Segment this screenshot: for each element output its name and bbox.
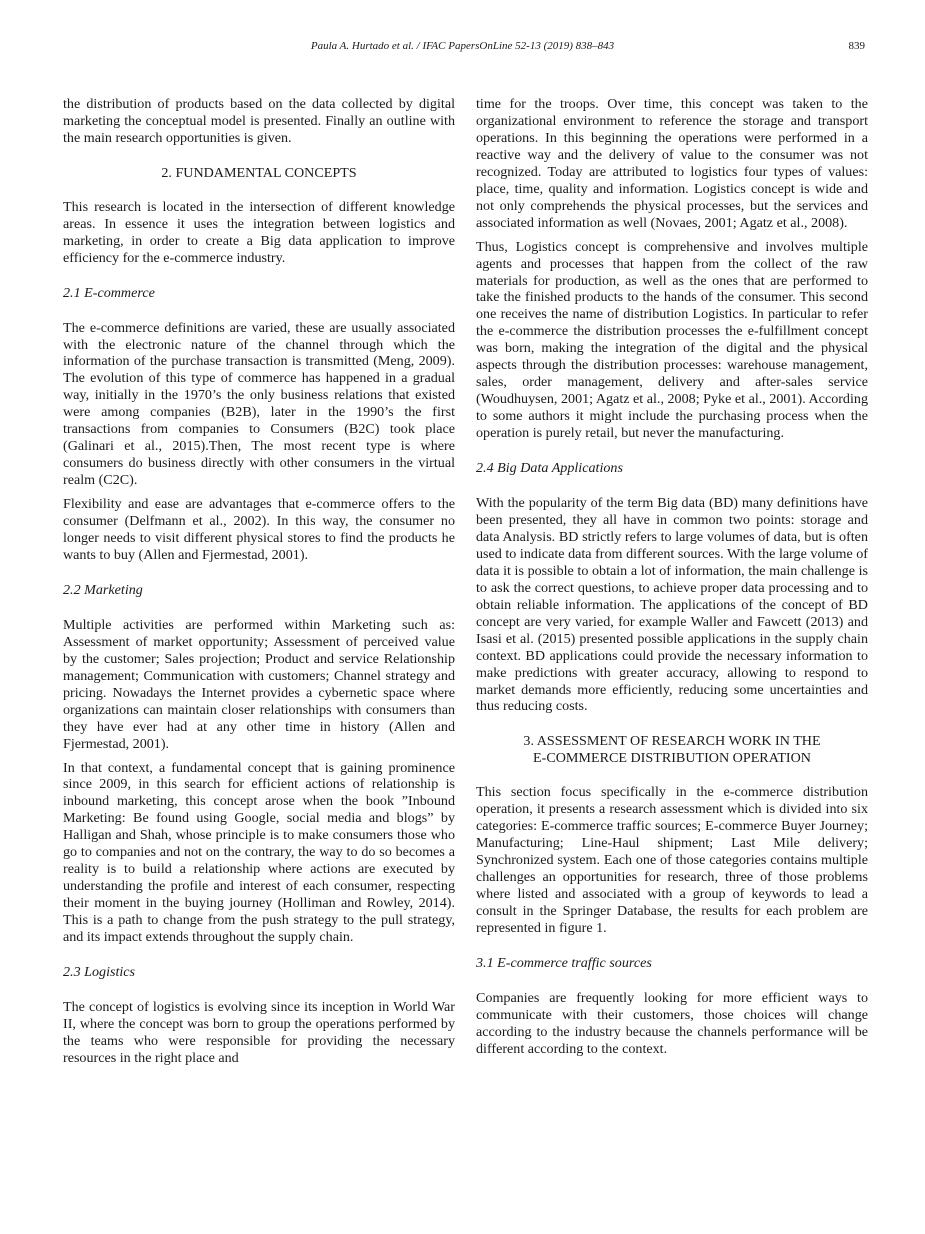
ecommerce-paragraph-2: Flexibility and ease are advantages that e-commerce offers to the consumer (Delfmann et al., 2002). In this way, the consumer no longer needs to visit different physical stores to find the products he wants to buy (Allen and Fjermestad, 2001). [63, 496, 455, 563]
subsection-traffic-sources-heading: 3.1 E-commerce traffic sources [476, 954, 652, 971]
section-3-heading [476, 733, 868, 767]
logistics-paragraph-2: Thus, Logistics concept is comprehensive and involves multiple agents and processes that happen from the collect of the raw materials for production, as well as the ones that are performed to take the finished products to the hands of the consumer. This second one receives the name of distribution Logistics. In particular to refer the e-commerce the distribution processes the e-fulfillment concept was born, making the integration of the digital and the physical aspects through the distribution processes: warehouse management, sales, order management, delivery and after-sales service (Woudhuysen, 2001; Agatz et al., 2008; Pyke et al., 2001). According to some authors it might include the purchasing process when the operation is purely retail, but never the manufacturing. [476, 238, 868, 442]
section-3-heading-line-2: E-COMMERCE DISTRIBUTION OPERATION [533, 750, 811, 767]
marketing-paragraph-1: Multiple activities are performed within Marketing such as: Assessment of market opportunity; Assessment of perceived value by the customer; Sales projection; Product and service Relationship management; Communication with customers; Channel strategy and pricing. Nowadays the Internet provides a cybernetic space where organizations can maintain closer relationships with consumers than they have ever had at any other time in history (Allen and Fjermestad, 2001). [63, 616, 455, 752]
big-data-paragraph: With the popularity of the term Big data (BD) many definitions have been presented, they all have in common two points: storage and data Analysis. BD strictly refers to large volumes of data, but is often used to indicate data from different sources. With the large volume of data it is possible to obtain a lot of information, the main challenge is to ask the correct questions, to achieve proper data processing and to obtain reliable information. The applications of the concept of BD concept are very varied, for example Waller and Fawcett (2013) and Isasi et al. (2015) presented possible applications in the supply chain context. BD applications could provide the necessary information to make predictions with greater accuracy, allowing to respond to market demands more efficiently, reducing some uncertainties and thus reducing costs. [476, 495, 868, 715]
section-3-heading-line-1: 3. ASSESSMENT OF RESEARCH WORK IN THE [523, 733, 821, 750]
subsection-ecommerce-heading: 2.1 E-commerce [63, 284, 155, 301]
running-header [0, 40, 925, 56]
intro-tail-paragraph: the distribution of products based on the data collected by digital marketing the conceptual model is presented. Finally an outline with the main research opportunities is given. [63, 96, 455, 146]
logistics-paragraph-1: The concept of logistics is evolving since its inception in World War II, where the concept was born to group the operations performed by the teams who were responsible for providing the necessary resources in the right place and [63, 998, 455, 1066]
logistics-paragraph-1-continued: time for the troops. Over time, this concept was taken to the organizational environment to reference the storage and transport operations. In this beginning the operations were performed in a reactive way and the delivery of value to the consumer was not recognized. Today are attributed to logistics four types of values: place, time, quality and information. Logistics concept is wide and not only comprehends the physical processes, but the services and associated information as well (Novaes, 2001; Agatz et al., 2008). [476, 96, 868, 231]
marketing-paragraph-2: In that context, a fundamental concept that is gaining prominence since 2009, in this search for efficient actions of relationship is inbound marketing, this concept arose when the book ”Inbound Marketing: Be found using Google, social media and blogs” by Halligan and Shah, whose principle is to make consumers those who go to companies and not on the contrary, the way to do so becomes a reality is to build a relationship where actions are executed by understanding the profile and interest of each consumer, respecting their moment in the buying journey (Holliman and Rowley, 2014). This is a path to change from the push strategy to the pull strategy, and its impact extends throughout the supply chain. [63, 759, 455, 946]
subsection-marketing-heading: 2.2 Marketing [63, 581, 143, 598]
running-title: Paula A. Hurtado et al. / IFAC PapersOnLine 52-13 (2019) 838–843 [310, 40, 615, 52]
ecommerce-paragraph-1: The e-commerce definitions are varied, these are usually associated with the electronic nature of the channel through which the information of the purchase transaction is transmitted (Meng, 2009). The evolution of this type of commerce has happened in a gradual way, initially in the 1970’s the only business relations that existed were among companies (B2B), later in the 1990’s the first transactions from companies to Consumers (B2C) took place (Galinari et al., 2015).Then, The most recent type is where consumers do business directly with other consumers in the virtual realm (C2C). [63, 319, 455, 489]
page-number: 839 [848, 40, 865, 52]
left-column [63, 96, 455, 1067]
section-3-paragraph: This section focus specifically in the e-commerce distribution operation, it presents a research assessment which is divided into six categories: E-commerce traffic sources; E-commerce Buyer Journey; Manufacturing; Line-Haul shipment; Last Mile delivery; Synchronized system. Each one of those categories contains multiple challenges an opportunities for research, three of those problems where listed and associated with a group of keywords to lead a consult in the Springer Database, the results for each problem are represented in figure 1. [476, 784, 868, 936]
right-column [476, 96, 868, 1058]
subsection-logistics-heading: 2.3 Logistics [63, 963, 136, 980]
traffic-sources-paragraph: Companies are frequently looking for more efficient ways to communicate with their customers, those choices will change according to the industry because the channels performance will be different according to the context. [476, 989, 868, 1057]
section-2-paragraph: This research is located in the intersection of different knowledge areas. In essence it uses the integration between logistics and marketing, in order to create a Big data application to improve efficiency for the e-commerce industry. [63, 198, 455, 266]
subsection-big-data-heading: 2.4 Big Data Applications [476, 460, 623, 477]
section-2-heading: 2. FUNDAMENTAL CONCEPTS [161, 164, 357, 181]
